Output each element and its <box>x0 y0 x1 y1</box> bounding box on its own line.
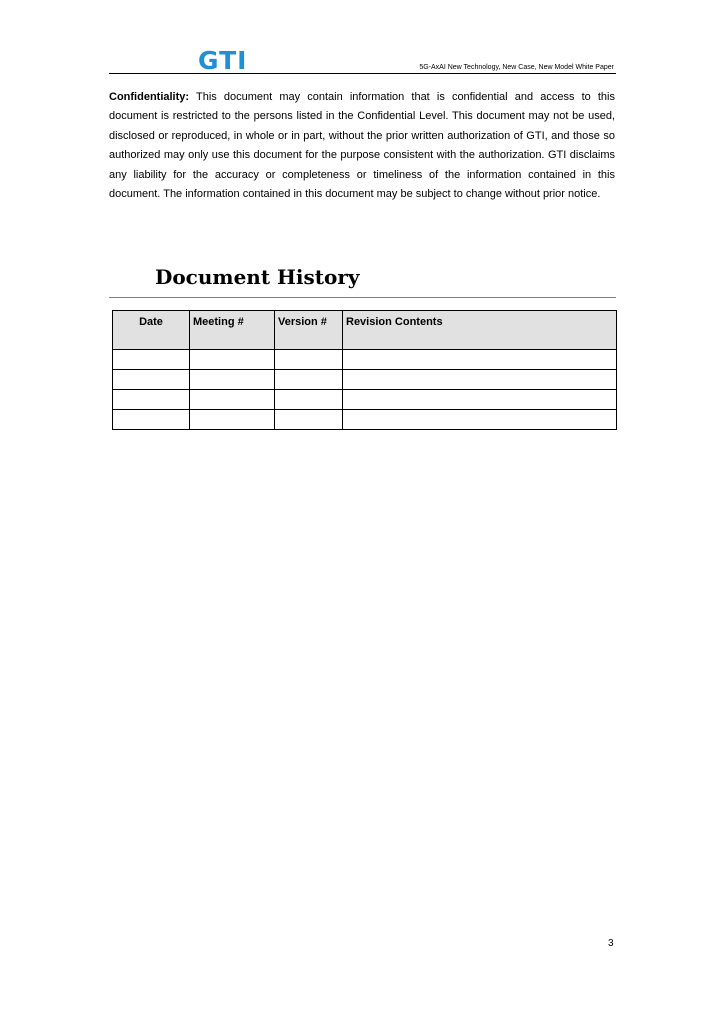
column-header-version: Version # <box>275 311 343 350</box>
cell-version <box>275 390 343 410</box>
page-number: 3 <box>608 938 614 949</box>
table-row <box>113 370 617 390</box>
table-row <box>113 390 617 410</box>
table-header-row <box>113 311 617 350</box>
confidentiality-text: This document may contain information that is confidential and access to this document is restricted to the persons listed in the Confidential Level. This document may not be used, disclosed or reproduced, in whole or in part, without the prior written authorization of GTI, and those so authorized may only use this document for the purpose consistent with the authorization. GTI disclaims any liability for the accuracy or completeness or timeliness of the information contained in this document. The information contained in this document may be subject to change without prior notice. <box>109 91 615 201</box>
cell-date <box>113 370 190 390</box>
cell-meeting <box>190 390 275 410</box>
cell-version <box>275 350 343 370</box>
cell-date <box>113 410 190 430</box>
cell-revision <box>343 390 617 410</box>
column-header-date: Date <box>113 311 190 350</box>
cell-date <box>113 350 190 370</box>
cell-meeting <box>190 350 275 370</box>
confidentiality-notice <box>109 88 615 204</box>
cell-date <box>113 390 190 410</box>
cell-meeting <box>190 370 275 390</box>
cell-version <box>275 410 343 430</box>
header-divider <box>109 73 616 74</box>
cell-meeting <box>190 410 275 430</box>
gti-logo: GTI <box>198 46 248 75</box>
cell-revision <box>343 410 617 430</box>
heading-divider <box>109 297 616 298</box>
cell-revision <box>343 350 617 370</box>
table-row <box>113 350 617 370</box>
cell-revision <box>343 370 617 390</box>
table-row <box>113 410 617 430</box>
cell-version <box>275 370 343 390</box>
column-header-revision: Revision Contents <box>343 311 617 350</box>
confidentiality-label: Confidentiality: <box>109 91 190 103</box>
column-header-meeting: Meeting # <box>190 311 275 350</box>
document-history-table <box>112 310 617 430</box>
document-history-heading: Document History <box>155 265 360 289</box>
header-document-title: 5G-AxAI New Technology, New Case, New Model White Paper <box>419 64 614 71</box>
